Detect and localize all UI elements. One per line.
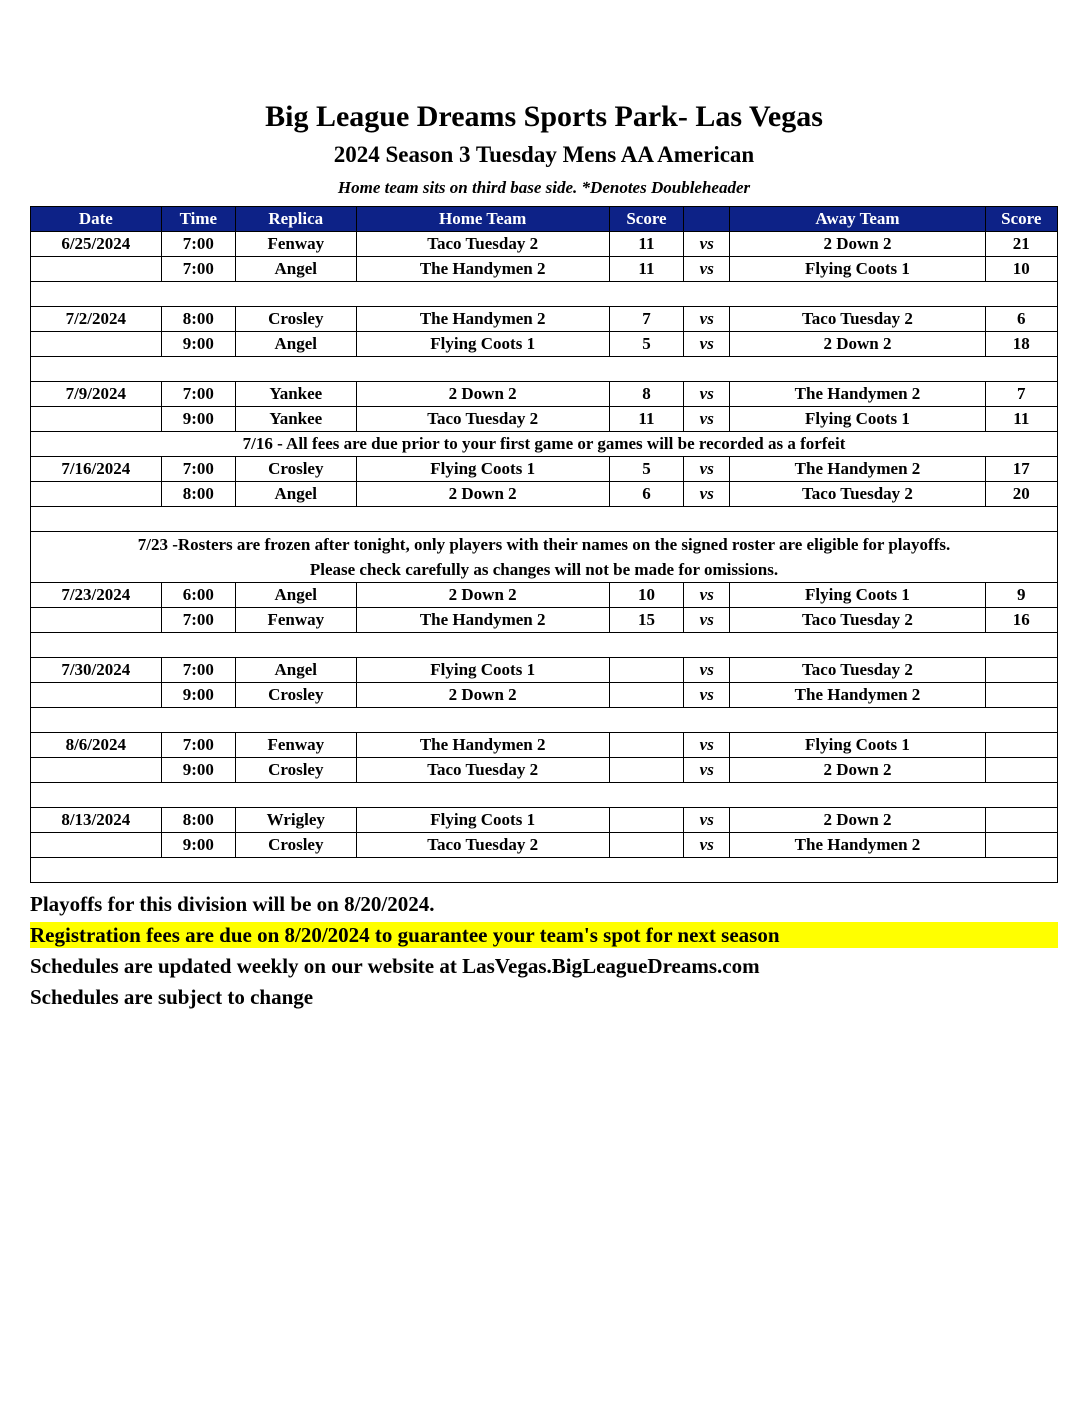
- away-score: [985, 733, 1057, 758]
- home-score: [609, 733, 683, 758]
- home-team: Taco Tuesday 2: [356, 407, 609, 432]
- vs-label: vs: [684, 733, 730, 758]
- game-replica: Fenway: [235, 608, 356, 633]
- home-team: 2 Down 2: [356, 583, 609, 608]
- home-team: Flying Coots 1: [356, 658, 609, 683]
- home-score: 11: [609, 407, 683, 432]
- away-score: 18: [985, 332, 1057, 357]
- column-header-vs: [684, 207, 730, 232]
- column-header-time-1: Time: [161, 207, 235, 232]
- roster-freeze-notice-line: Please check carefully as changes will not be made for omissions.: [309, 560, 779, 579]
- home-team-note: Home team sits on third base side. *Denotes Doubleheader: [337, 178, 751, 197]
- away-score: 17: [985, 457, 1057, 482]
- away-team: The Handymen 2: [730, 683, 985, 708]
- vs-label: vs: [684, 257, 730, 282]
- away-team: Taco Tuesday 2: [730, 608, 985, 633]
- game-row: [31, 683, 1058, 708]
- game-replica: Wrigley: [235, 808, 356, 833]
- game-date: [31, 332, 162, 357]
- game-date: 6/25/2024: [31, 232, 162, 257]
- home-score: 11: [609, 257, 683, 282]
- home-score: 11: [609, 232, 683, 257]
- away-team: 2 Down 2: [730, 332, 985, 357]
- home-team: The Handymen 2: [356, 608, 609, 633]
- vs-label: vs: [684, 457, 730, 482]
- game-time: 7:00: [161, 608, 235, 633]
- home-score: [609, 833, 683, 858]
- game-row: [31, 407, 1058, 432]
- game-time: 9:00: [161, 332, 235, 357]
- game-replica: Angel: [235, 658, 356, 683]
- game-date: [31, 482, 162, 507]
- game-date: [31, 758, 162, 783]
- game-row: [31, 307, 1058, 332]
- game-date: 7/2/2024: [31, 307, 162, 332]
- away-score: 20: [985, 482, 1057, 507]
- schedule-table: [30, 206, 1058, 883]
- home-score: 7: [609, 307, 683, 332]
- away-team: Taco Tuesday 2: [730, 658, 985, 683]
- game-date: [31, 407, 162, 432]
- notice-row-red: [31, 532, 1058, 583]
- home-score: [609, 758, 683, 783]
- away-team: The Handymen 2: [730, 382, 985, 407]
- vs-label: vs: [684, 332, 730, 357]
- away-team: 2 Down 2: [730, 758, 985, 783]
- game-row: [31, 758, 1058, 783]
- footer-note: Schedules are subject to change: [30, 985, 314, 1009]
- spacer-row: [31, 783, 1058, 808]
- table-header-row: [31, 207, 1058, 232]
- game-time: 9:00: [161, 833, 235, 858]
- game-row: [31, 257, 1058, 282]
- game-time: 9:00: [161, 407, 235, 432]
- away-score: [985, 683, 1057, 708]
- game-row: [31, 482, 1058, 507]
- game-time: 7:00: [161, 658, 235, 683]
- away-team: Flying Coots 1: [730, 407, 985, 432]
- game-row: [31, 808, 1058, 833]
- spacer-bar: [31, 282, 1058, 307]
- game-time: 8:00: [161, 808, 235, 833]
- home-score: 5: [609, 332, 683, 357]
- game-replica: Angel: [235, 482, 356, 507]
- home-score: [609, 808, 683, 833]
- spacer-bar: [31, 507, 1058, 532]
- game-replica: Crosley: [235, 307, 356, 332]
- column-header-home-team-3: Home Team: [356, 207, 609, 232]
- vs-label: vs: [684, 608, 730, 633]
- vs-label: vs: [684, 683, 730, 708]
- column-header-score-7: Score: [985, 207, 1057, 232]
- game-row: [31, 658, 1058, 683]
- spacer-row: [31, 633, 1058, 658]
- vs-label: vs: [684, 382, 730, 407]
- footer-notes: [30, 891, 1058, 1010]
- home-score: 10: [609, 583, 683, 608]
- home-score: [609, 683, 683, 708]
- game-time: 6:00: [161, 583, 235, 608]
- game-replica: Crosley: [235, 457, 356, 482]
- vs-label: vs: [684, 758, 730, 783]
- game-time: 9:00: [161, 683, 235, 708]
- game-time: 9:00: [161, 758, 235, 783]
- game-time: 8:00: [161, 307, 235, 332]
- home-team: The Handymen 2: [356, 733, 609, 758]
- away-score: 16: [985, 608, 1057, 633]
- home-score: 5: [609, 457, 683, 482]
- away-score: 11: [985, 407, 1057, 432]
- spacer-bar: [31, 783, 1058, 808]
- away-score: [985, 758, 1057, 783]
- vs-label: vs: [684, 583, 730, 608]
- away-score: 6: [985, 307, 1057, 332]
- spacer-row: [31, 357, 1058, 382]
- away-score: [985, 658, 1057, 683]
- roster-freeze-notice-line: 7/23 -Rosters are frozen after tonight, only players with their names on the signed roster are eligible for playoffs.: [137, 535, 951, 554]
- home-score: [609, 658, 683, 683]
- home-score: 15: [609, 608, 683, 633]
- column-header-date-0: Date: [31, 207, 162, 232]
- away-team: Flying Coots 1: [730, 733, 985, 758]
- game-row: [31, 583, 1058, 608]
- home-team: The Handymen 2: [356, 257, 609, 282]
- fees-notice: 7/16 - All fees are due prior to your first game or games will be recorded as a forfeit: [31, 432, 1058, 457]
- page-subtitle: 2024 Season 3 Tuesday Mens AA American: [333, 142, 755, 167]
- home-team: 2 Down 2: [356, 382, 609, 407]
- game-date: 7/16/2024: [31, 457, 162, 482]
- game-row: [31, 733, 1058, 758]
- column-header-score-4: Score: [609, 207, 683, 232]
- game-time: 7:00: [161, 232, 235, 257]
- away-score: [985, 833, 1057, 858]
- spacer-bar: [31, 708, 1058, 733]
- away-team: 2 Down 2: [730, 808, 985, 833]
- game-date: 7/9/2024: [31, 382, 162, 407]
- game-replica: Angel: [235, 257, 356, 282]
- away-score: [985, 808, 1057, 833]
- game-time: 7:00: [161, 382, 235, 407]
- vs-label: vs: [684, 232, 730, 257]
- home-team: Flying Coots 1: [356, 457, 609, 482]
- home-team: Flying Coots 1: [356, 808, 609, 833]
- home-score: 8: [609, 382, 683, 407]
- away-team: The Handymen 2: [730, 833, 985, 858]
- game-replica: Crosley: [235, 833, 356, 858]
- game-time: 7:00: [161, 733, 235, 758]
- roster-freeze-notice: [31, 532, 1058, 583]
- vs-label: vs: [684, 658, 730, 683]
- spacer-row: [31, 858, 1058, 883]
- home-team: Flying Coots 1: [356, 332, 609, 357]
- away-team: Flying Coots 1: [730, 583, 985, 608]
- game-replica: Fenway: [235, 733, 356, 758]
- game-row: [31, 232, 1058, 257]
- notice-row-navy: [31, 432, 1058, 457]
- vs-label: vs: [684, 482, 730, 507]
- away-team: Flying Coots 1: [730, 257, 985, 282]
- game-time: 7:00: [161, 457, 235, 482]
- footer-note: Playoffs for this division will be on 8/20/2024.: [30, 892, 435, 916]
- spacer-bar: [31, 858, 1058, 883]
- away-team: Taco Tuesday 2: [730, 307, 985, 332]
- game-replica: Angel: [235, 332, 356, 357]
- away-team: Taco Tuesday 2: [730, 482, 985, 507]
- page-title: Big League Dreams Sports Park- Las Vegas: [265, 100, 823, 133]
- game-replica: Yankee: [235, 382, 356, 407]
- vs-label: vs: [684, 407, 730, 432]
- away-score: 9: [985, 583, 1057, 608]
- home-team: 2 Down 2: [356, 683, 609, 708]
- spacer-row: [31, 282, 1058, 307]
- game-date: [31, 608, 162, 633]
- home-score: 6: [609, 482, 683, 507]
- away-score: 7: [985, 382, 1057, 407]
- away-score: 21: [985, 232, 1057, 257]
- game-date: [31, 833, 162, 858]
- spacer-row: [31, 708, 1058, 733]
- game-row: [31, 382, 1058, 407]
- footer-note: Schedules are updated weekly on our website at LasVegas.BigLeagueDreams.com: [30, 954, 760, 978]
- home-team: The Handymen 2: [356, 307, 609, 332]
- registration-fees-notice: Registration fees are due on 8/20/2024 to guarantee your team's spot for next season: [30, 922, 1058, 948]
- game-replica: Crosley: [235, 683, 356, 708]
- game-date: 8/13/2024: [31, 808, 162, 833]
- home-team: Taco Tuesday 2: [356, 833, 609, 858]
- game-date: 7/30/2024: [31, 658, 162, 683]
- game-date: 8/6/2024: [31, 733, 162, 758]
- home-team: 2 Down 2: [356, 482, 609, 507]
- away-team: The Handymen 2: [730, 457, 985, 482]
- spacer-row: [31, 507, 1058, 532]
- game-replica: Fenway: [235, 232, 356, 257]
- spacer-bar: [31, 357, 1058, 382]
- away-score: 10: [985, 257, 1057, 282]
- game-replica: Yankee: [235, 407, 356, 432]
- game-row: [31, 457, 1058, 482]
- column-header-away-team-6: Away Team: [730, 207, 985, 232]
- game-row: [31, 332, 1058, 357]
- vs-label: vs: [684, 808, 730, 833]
- vs-label: vs: [684, 307, 730, 332]
- vs-label: vs: [684, 833, 730, 858]
- game-replica: Angel: [235, 583, 356, 608]
- home-team: Taco Tuesday 2: [356, 758, 609, 783]
- game-time: 8:00: [161, 482, 235, 507]
- game-row: [31, 833, 1058, 858]
- column-header-replica-2: Replica: [235, 207, 356, 232]
- game-row: [31, 608, 1058, 633]
- spacer-bar: [31, 633, 1058, 658]
- game-date: [31, 683, 162, 708]
- home-team: Taco Tuesday 2: [356, 232, 609, 257]
- game-time: 7:00: [161, 257, 235, 282]
- game-replica: Crosley: [235, 758, 356, 783]
- game-date: 7/23/2024: [31, 583, 162, 608]
- game-date: [31, 257, 162, 282]
- away-team: 2 Down 2: [730, 232, 985, 257]
